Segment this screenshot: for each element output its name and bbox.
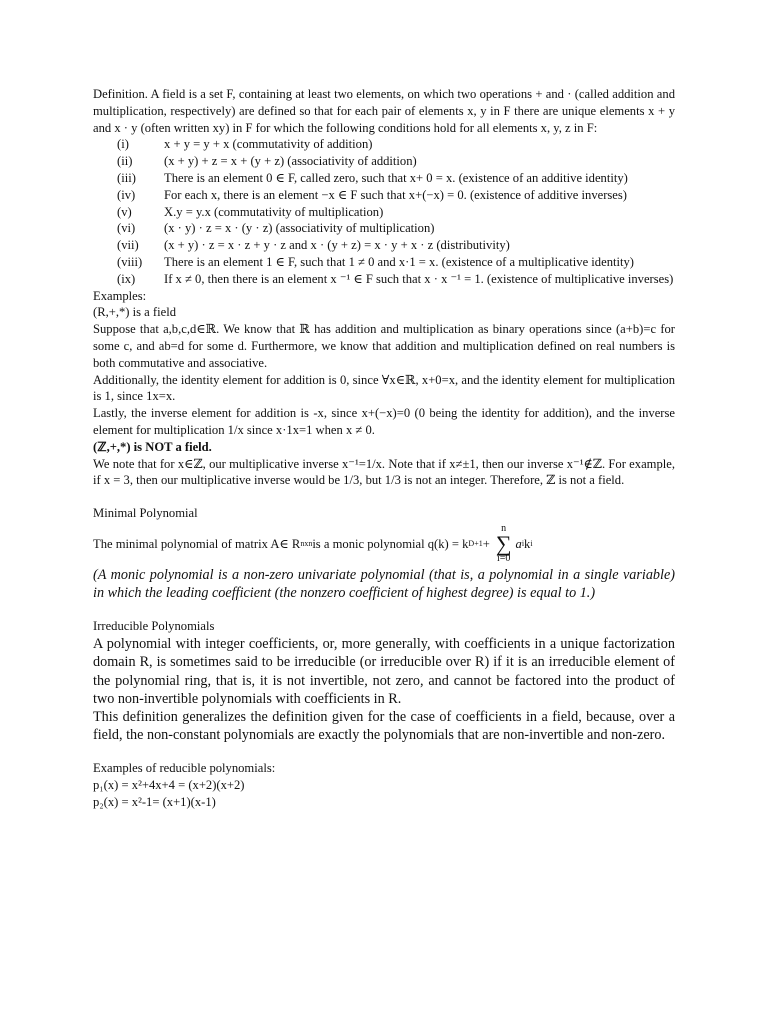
irreducible-paragraph-1: A polynomial with integer coefficients, or, more generally, with coefficients in a unique factorization domain R, is sometimes said to be irreducible (or irreducible over R) if it is an irreducible element of the polynomial ring, that is, it is not invertible, not zero, and cannot be factored into the product of two non-invertible polynomials with coefficients in R. [93, 636, 675, 707]
axiom-text: (x + y) · z = x · z + y · z and x · (y + z) = x · y + x · z (distributivity) [164, 238, 510, 253]
real-paragraph-1: Suppose that a,b,c,d∈ℝ. We know that ℝ has addition and multiplication as binary operations since (a+b)=c for some c, and ab=d for some d. Furthermore, we know that addition and multiplication defined on real numbers is both commutative and associative. [93, 322, 675, 370]
sum-bottom: i=0 [496, 552, 511, 564]
reducible-example-1: p₁(x) = x²+4x+4 = (x+2)(x+2) [93, 778, 245, 793]
axiom-text: x + y = y + x (commutativity of addition) [164, 137, 373, 152]
axiom-item [93, 153, 675, 170]
axiom-item [93, 204, 675, 221]
axiom-number: (vi) [117, 221, 136, 236]
irreducible-paragraph-2: This definition generalizes the definition given for the case of coefficients in a field, because, over a field, the non-constant polynomials are exactly the polynomials that are non-invertible and non-zero. [93, 708, 675, 744]
axiom-text: If x ≠ 0, then there is an element x ⁻¹ ∈ F such that x · x ⁻¹ = 1. (existence of multiplicative inverses) [164, 271, 674, 286]
irreducible-heading: Irreducible Polynomials [93, 619, 215, 634]
document-page [93, 86, 675, 811]
axiom-number: (ix) [117, 271, 136, 286]
definition-paragraph: Definition. A field is a set F, containing at least two elements, on which two operations + and · (called addition and multiplication, respectively) are defined so that for each pair of elements x, y in F there are unique elements x + y and x · y (often written xy) in F for which the following conditions hold for all elements x, y, z in F: [93, 87, 675, 135]
axiom-number: (viii) [117, 254, 143, 269]
axiom-text: X.y = y.x (commutativity of multiplication) [164, 204, 384, 219]
reducible-example-2: p₂(x) = x²-1= (x+1)(x-1) [93, 794, 216, 809]
axiom-number: (vii) [117, 238, 139, 253]
axiom-text: (x · y) · z = x · (y · z) (associativity of multiplication) [164, 221, 435, 236]
axiom-item [93, 237, 675, 254]
sum-sigma: ∑ [495, 530, 512, 556]
real-field-heading: (R,+,*) is a field [93, 305, 176, 320]
real-paragraph-3: Lastly, the inverse element for addition is -x, since x+(−x)=0 (0 being the identity for addition), and the inverse element for multiplication 1/x since x·1x=1 when x ≠ 0. [93, 406, 675, 437]
axiom-list [93, 136, 675, 287]
minimal-heading: Minimal Polynomial [93, 506, 198, 521]
axiom-number: (iii) [117, 170, 136, 185]
axiom-item [93, 271, 675, 288]
sum-top: n [501, 522, 507, 534]
axiom-item [93, 254, 675, 271]
minimal-mid: is a monic polynomial q(k) = k [312, 536, 469, 551]
integer-heading: (ℤ,+,*) is NOT a field. [93, 439, 212, 454]
axiom-text: (x + y) + z = x + (y + z) (associativity of addition) [164, 154, 417, 169]
axiom-text: For each x, there is an element −x ∈ F such that x+(−x) = 0. (existence of additive inverses) [164, 187, 627, 202]
integer-paragraph: We note that for x∈ℤ, our multiplicative inverse x⁻¹=1/x. Note that if x≠±1, then our inverse x⁻¹∉ℤ. For example, if x = 3, then our multiplicative inverse would be 1/3, but 1/3 is not an integer. Therefore, ℤ is not a field. [93, 456, 675, 488]
axiom-item [93, 220, 675, 237]
minimal-definition: The minimal polynomial of matrix A∈ R nxn is a monic polynomial q(k) = k D+1 + n ∑ i=0 a i k i [93, 522, 533, 564]
real-paragraph-2: Additionally, the identity element for addition is 0, since ∀x∈ℝ, x+0=x, and the identity element for multiplication is 1, since 1x=x. [93, 372, 675, 404]
axiom-item [93, 187, 675, 204]
axiom-text: There is an element 0 ∈ F, called zero, such that x+ 0 = x. (existence of an additive identity) [164, 170, 628, 185]
reducible-label: Examples of reducible polynomials: [93, 761, 276, 776]
axiom-text: There is an element 1 ∈ F, such that 1 ≠ 0 and x·1 = x. (existence of a multiplicative identity) [164, 254, 634, 269]
monic-note: (A monic polynomial is a non-zero univariate polynomial (that is, a polynomial in a single variable) in which the leading coefficient (the nonzero coefficient of highest degree) is equal to 1.) [93, 566, 675, 602]
axiom-item [93, 170, 675, 187]
axiom-number: (v) [117, 204, 132, 219]
sum-term-a: a [515, 536, 522, 551]
axiom-item [93, 136, 675, 153]
examples-label: Examples: [93, 288, 147, 303]
minimal-plus: + [482, 536, 490, 551]
axiom-number: (ii) [117, 154, 133, 169]
axiom-number: (iv) [117, 187, 136, 202]
summation [496, 524, 512, 564]
minimal-prefix: The minimal polynomial of matrix A∈ R [93, 536, 301, 551]
axiom-number: (i) [117, 137, 129, 152]
sum-term-k: k [524, 536, 531, 551]
